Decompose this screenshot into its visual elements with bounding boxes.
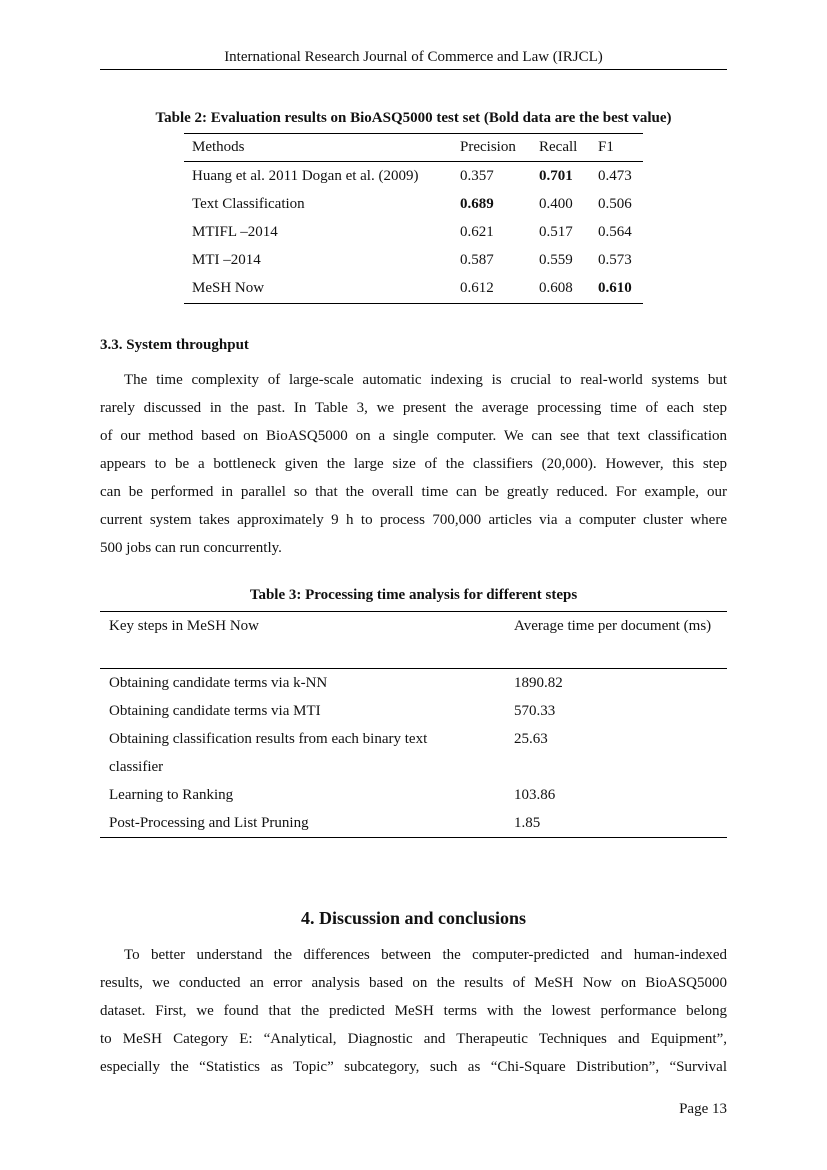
table-row — [184, 190, 643, 218]
precision-cell: 0.689 — [460, 196, 494, 212]
method-cell: MeSH Now — [192, 280, 265, 296]
f1-cell: 0.506 — [598, 196, 632, 212]
method-cell: MTIFL –2014 — [192, 224, 278, 240]
recall-cell: 0.517 — [539, 224, 573, 240]
time-cell: 25.63 — [514, 731, 548, 747]
recall-cell: 0.559 — [539, 252, 573, 268]
table-row — [184, 162, 643, 190]
body-paragraph — [100, 366, 727, 562]
table3-col-steps: Key steps in MeSH Now — [109, 618, 259, 634]
body-paragraph — [100, 941, 727, 1081]
time-cell: 1.85 — [514, 815, 541, 831]
paragraph-line: current system takes approximately 9 h to process 700,000 articles via a computer cluster where — [100, 512, 727, 528]
time-cell: 1890.82 — [514, 675, 563, 691]
section-heading: 4. Discussion and conclusions — [300, 908, 527, 928]
f1-cell: 0.610 — [598, 280, 632, 296]
paragraph-line: of our method based on BioASQ5000 on a single computer. We can see that text classification — [100, 428, 727, 444]
table3-caption: Table 3: Processing time analysis for different steps — [249, 587, 578, 603]
paragraph-line: can be performed in parallel so that the overall time can be greatly reduced. For example, our — [100, 484, 727, 500]
precision-cell: 0.587 — [460, 252, 494, 268]
recall-cell: 0.701 — [539, 168, 573, 184]
table-row — [184, 246, 643, 274]
table2-col-precision: Precision — [460, 139, 516, 155]
method-cell: Text Classification — [192, 196, 305, 212]
running-header: International Research Journal of Commerce and Law (IRJCL) — [224, 49, 603, 65]
f1-cell: 0.473 — [598, 168, 632, 184]
method-cell: MTI –2014 — [192, 252, 261, 268]
step-cell: Obtaining candidate terms via MTI — [109, 703, 321, 719]
table2-header-row — [184, 133, 643, 161]
header-rule — [100, 69, 727, 70]
precision-cell: 0.612 — [460, 280, 494, 296]
paper-page — [100, 0, 727, 1170]
precision-cell: 0.621 — [460, 224, 494, 240]
recall-cell: 0.400 — [539, 196, 573, 212]
table2-caption: Table 2: Evaluation results on BioASQ5000 test set (Bold data are the best value) — [155, 110, 672, 126]
paragraph-line: results, we conducted an error analysis based on the results of MeSH Now on BioASQ5000 — [100, 975, 727, 991]
paragraph-line: 500 jobs can run concurrently. — [100, 540, 282, 556]
step-cell: Obtaining classification results from each binary text classifier — [109, 731, 428, 775]
recall-cell: 0.608 — [539, 280, 573, 296]
time-cell: 570.33 — [514, 703, 556, 719]
table2-col-recall: Recall — [539, 139, 578, 155]
paragraph-line: especially the “Statistics as Topic” subcategory, such as “Chi-Square Distribution”, “Survival — [100, 1059, 727, 1075]
section-heading: 3.3. System throughput — [100, 337, 249, 353]
table3-col-time: Average time per document (ms) — [514, 618, 712, 634]
f1-cell: 0.573 — [598, 252, 632, 268]
paragraph-line: rarely discussed in the past. In Table 3, we present the average processing time of each step — [100, 400, 727, 416]
table2-col-f1: F1 — [598, 139, 614, 155]
paragraph-line: to MeSH Category E: “Analytical, Diagnostic and Therapeutic Techniques and Equipment”, — [100, 1031, 727, 1047]
table2-bottom-rule — [184, 303, 643, 304]
paragraph-line: The time complexity of large-scale automatic indexing is crucial to real-world systems but — [124, 372, 727, 388]
paragraph-line: To better understand the differences between the computer-predicted and human-indexed — [124, 947, 727, 963]
table-row — [184, 274, 643, 302]
step-cell: Learning to Ranking — [109, 787, 234, 803]
f1-cell: 0.564 — [598, 224, 632, 240]
table-row — [184, 218, 643, 246]
page-number: Page 13 — [679, 1101, 727, 1117]
step-cell: Post-Processing and List Pruning — [109, 815, 309, 831]
paragraph-line: appears to be a bottleneck given the large size of the classifiers (20,000). However, this step — [100, 456, 727, 472]
table2-col-methods: Methods — [192, 139, 245, 155]
table3-bottom-rule — [100, 837, 727, 838]
paragraph-line: dataset. First, we found that the predicted MeSH terms with the lowest performance belong — [100, 1003, 727, 1019]
precision-cell: 0.357 — [460, 168, 494, 184]
time-cell: 103.86 — [514, 787, 556, 803]
method-cell: Huang et al. 2011 Dogan et al. (2009) — [192, 168, 419, 184]
step-cell: Obtaining candidate terms via k-NN — [109, 675, 328, 691]
